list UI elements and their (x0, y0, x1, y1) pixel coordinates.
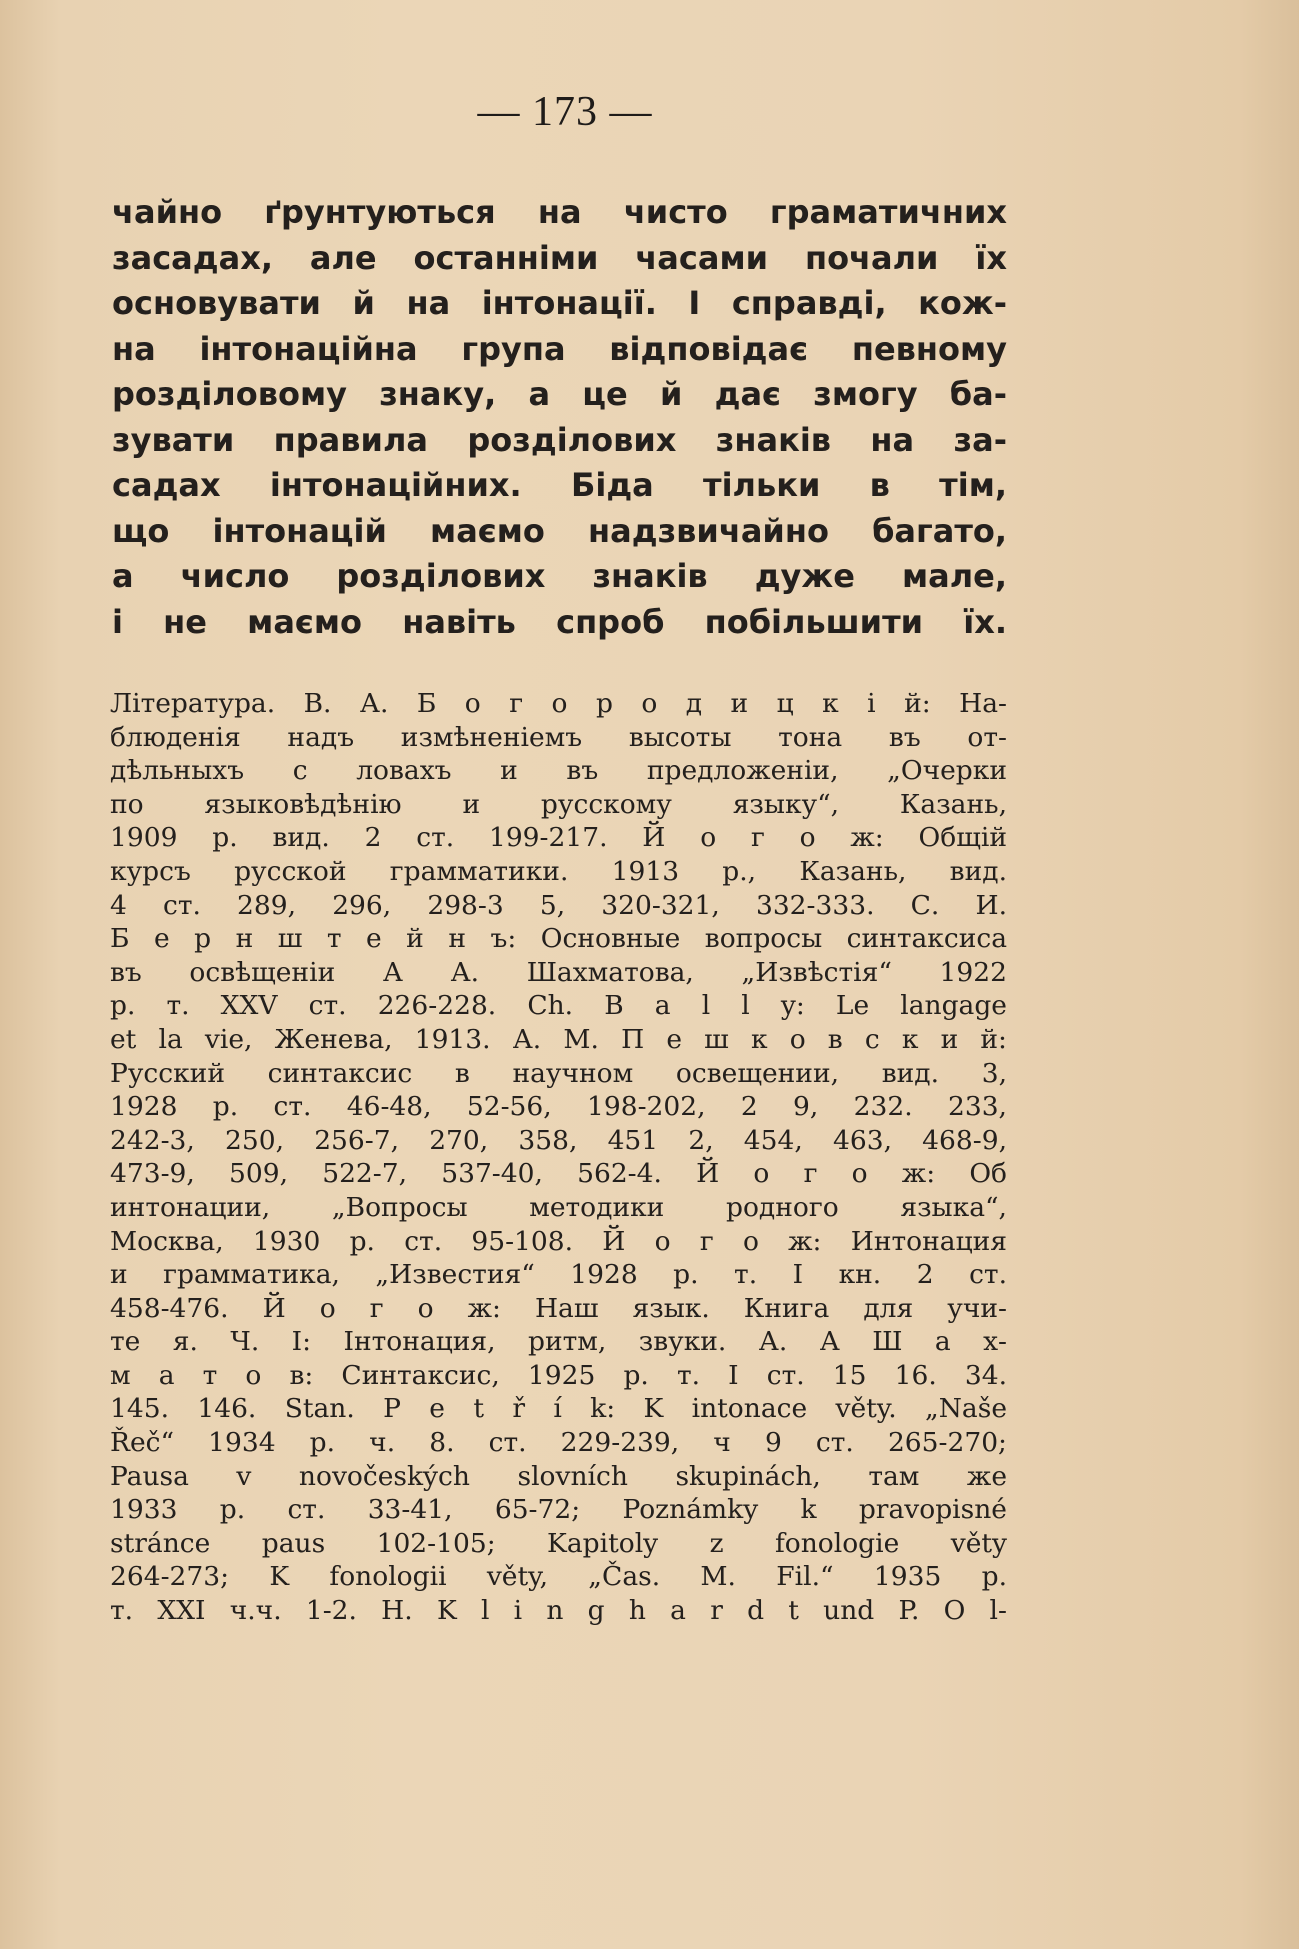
text-line: розділовому знаку, а це й дає змогу ба- (112, 375, 1007, 413)
literature-line: т. XXI ч.ч. 1-2. H. K l i n g h a r d t und P. O l- (110, 1595, 1007, 1627)
literature-section (110, 687, 1007, 1628)
literature-line: 145. 146. Stan. P e t ř í k: K intonace věty. „Naše (110, 1393, 1007, 1425)
literature-line: дѣльныхъ с ловахъ и въ предложеніи, „Очерки (110, 755, 1007, 787)
literature-line: Русский синтаксис в научном освещении, вид. 3, (110, 1057, 1007, 1089)
text-line: садах інтонаційних. Біда тільки в тім, (112, 466, 1007, 504)
literature-line: et la vie, Женева, 1913. А. М. П е ш к о в с к и й: (110, 1023, 1007, 1055)
literature-line: по языковѣдѣнію и русскому языку“, Казань, (110, 788, 1007, 820)
literature-line: курсъ русской грамматики. 1913 р., Казань, вид. (110, 855, 1007, 887)
literature-line: Література. В. А. Б о г о р о д и ц к і й: На- (110, 688, 1007, 719)
literature-line: Б е р н ш т е й н ъ: Основные вопросы синтаксиса (110, 923, 1007, 955)
literature-line: и грамматика, „Известия“ 1928 р. т. І кн. 2 ст. (110, 1259, 1007, 1291)
literature-line: 473-9, 509, 522-7, 537-40, 562-4. Й о г о ж: Об (110, 1158, 1007, 1190)
literature-line: м а т о в: Синтаксис, 1925 р. т. І ст. 15 16. 34. (110, 1359, 1007, 1391)
literature-line: интонации, „Вопросы методики родного языка“, (110, 1191, 1007, 1223)
text-line: і не маємо навіть спроб побільшити їх. (112, 602, 1007, 641)
literature-line: stránce paus 102-105; Kapitoly z fonologie věty (110, 1527, 1007, 1559)
text-line: основувати й на інтонації. І справді, кож- (112, 284, 1007, 322)
text-line: чайно ґрунтуються на чисто граматичних (112, 193, 1007, 231)
text-line: що інтонацій маємо надзвичайно багато, (112, 511, 1007, 550)
literature-line: 264-273; K fonologii věty, „Čas. M. Fil.“ 1935 р. (110, 1561, 1007, 1593)
literature-line: 458-476. Й о г о ж: Наш язык. Книга для учи- (110, 1292, 1007, 1324)
literature-line: 242-3, 250, 256-7, 270, 358, 451 2, 454, 463, 468-9, (110, 1124, 1007, 1156)
literature-line: 4 ст. 289, 296, 298-3 5, 320-321, 332-333. С. И. (110, 889, 1007, 921)
literature-line: те я. Ч. І: Інтонация, ритм, звуки. А. А Ш а х- (110, 1326, 1007, 1358)
literature-line: 1928 р. ст. 46-48, 52-56, 198-202, 2 9, 232. 233, (110, 1091, 1007, 1123)
page-number: — 173 — (477, 89, 653, 135)
literature-line: 1909 р. вид. 2 ст. 199-217. Й о г о ж: Общій (110, 822, 1007, 854)
literature-line: въ освѣщеніи А А. Шахматова, „Извѣстія“ 1922 (110, 956, 1007, 988)
literature-line: 1933 р. ст. 33-41, 65-72; Poznámky k pravopisné (110, 1494, 1007, 1526)
literature-line: р. т. XXV ст. 226-228. Ch. B a l l y: Le langage (110, 990, 1007, 1022)
literature-line: Москва, 1930 р. ст. 95-108. Й о г о ж: Интонация (110, 1225, 1007, 1257)
text-line: а число розділових знаків дуже мале, (112, 557, 1007, 595)
literature-line: блюденія надъ измѣненіемъ высоты тона въ от- (110, 721, 1007, 753)
text-line: на інтонаційна група відповідає певному (112, 329, 1007, 368)
text-line: зувати правила розділових знаків на за- (112, 420, 1007, 459)
literature-line: Řeč“ 1934 р. ч. 8. ст. 229-239, ч 9 ст. 265-270; (110, 1427, 1007, 1459)
literature-line: Pausa v novočeských slovních skupinách, там же (110, 1460, 1007, 1492)
main-paragraph (112, 190, 1007, 645)
text-line: засадах, але останніми часами почали їх (112, 238, 1007, 277)
